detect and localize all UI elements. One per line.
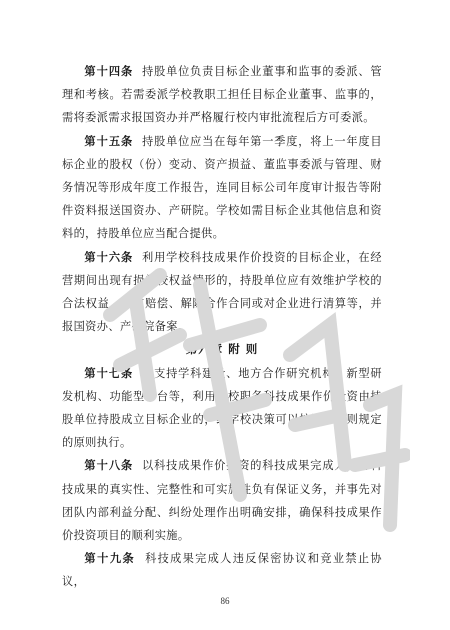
article-16-text: 利用学校科技成果作价投资的目标企业，在经营期间出现有损学校权益情形的，持股单位应有效维护学校的合法权益，要求赔偿、解除合作合同或对企业进行清算等，并报国资办、产研院备案。 bbox=[62, 250, 382, 334]
article-19-label: 第十九条 bbox=[84, 551, 136, 566]
article-15 bbox=[62, 130, 382, 246]
article-14 bbox=[62, 60, 382, 130]
article-15-label: 第十五条 bbox=[84, 133, 134, 148]
article-19 bbox=[62, 547, 382, 593]
article-19-text: 科技成果完成人违反保密协议和竞业禁止协议， bbox=[62, 552, 382, 589]
article-18-label: 第十八条 bbox=[84, 458, 134, 473]
article-17-text: 因支持学科建设、地方合作研究机构、新型研发机构、功能型平台等，利用学校职务科技成果作价投资由持股单位持股成立目标企业的，经学校决策可以按照本细则规定的原则执行。 bbox=[62, 366, 382, 450]
page-number: 86 bbox=[220, 596, 230, 606]
article-18 bbox=[62, 454, 382, 547]
article-16-label: 第十六条 bbox=[84, 249, 134, 264]
chapter-title: 第六章 附 则 bbox=[185, 342, 259, 357]
article-15-text: 持股单位应当在每年第一季度，将上一年度目标企业的股权（份）变动、资产损益、董监事委派与管理、财务情况等形成年度工作报告，连同目标公司年度审计报告等附件资料报送国资办、产研院。学校如需目标企业其他信息和资料的，持股单位应当配合提供。 bbox=[62, 134, 382, 241]
article-14-text: 持股单位负责目标企业董事和监事的委派、管理和考核。若需委派学校教职工担任目标企业董事、监事的，需将委派需求报国资办并严格履行校内审批流程后方可委派。 bbox=[62, 65, 382, 125]
article-17 bbox=[62, 362, 382, 455]
article-18-text: 以科技成果作价投资的科技成果完成人，对科技成果的真实性、完整性和可实施性负有保证义务，并事先对团队内部利益分配、纠纷处理作出明确安排，确保科技成果作价投资项目的顺利实施。 bbox=[62, 459, 382, 543]
article-17-label: 第十七条 bbox=[84, 365, 134, 380]
article-14-label: 第十四条 bbox=[84, 64, 134, 78]
article-16 bbox=[62, 246, 382, 339]
